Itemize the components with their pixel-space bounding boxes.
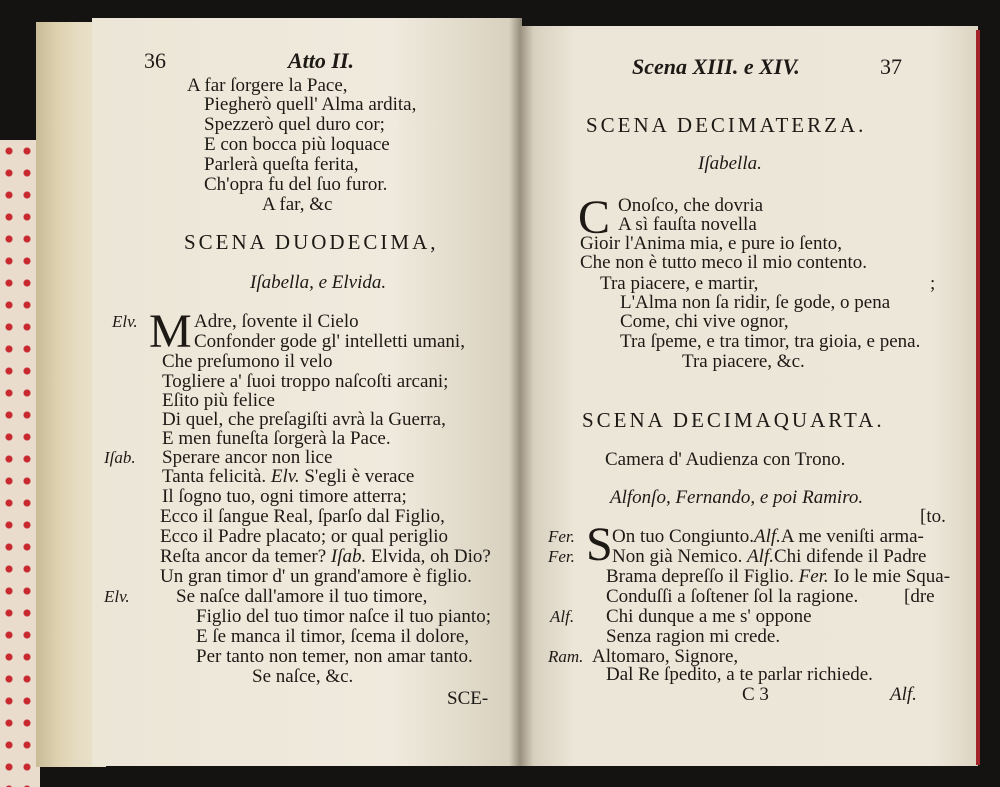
scene-title: SCENA DECIMAQUARTA.	[582, 408, 885, 432]
verse-line: Tra ſpeme, e tra timor, tra gioia, e pena.	[620, 331, 921, 352]
dialogue-line: E ſe manca il timor, ſcema il dolore,	[196, 626, 470, 647]
dialogue-line	[162, 467, 414, 487]
dialogue-line: Di quel, che preſagiſti avrà la Guerra,	[162, 409, 446, 430]
dialogue-line: Senza ragion mi crede.	[606, 626, 781, 647]
drop-cap: M	[149, 305, 192, 358]
speaker-label: Elv.	[104, 587, 130, 606]
running-head: Scena XIII. e XIV.	[632, 54, 800, 79]
scene-characters: Alfonſo, Fernando, e poi Ramiro.	[610, 487, 864, 508]
dialogue-line: Chi dunque a me s' oppone	[606, 606, 812, 627]
dialogue-text: Tanta felicità.	[162, 466, 267, 487]
dialogue-text: Reſta ancor da temer?	[160, 546, 327, 567]
speaker-label: Ram.	[548, 647, 584, 666]
dialogue-line: Che preſumono il velo	[162, 351, 333, 372]
verse-line: Tra piacere, &c.	[682, 351, 805, 372]
dialogue-text: On tuo Congiunto.	[612, 526, 754, 547]
verse-line: Onoſco, che dovria	[618, 195, 764, 216]
turnover: [to.	[920, 506, 946, 527]
page-number: 37	[880, 54, 902, 79]
dialogue-line: Confonder gode gl' intelletti umani,	[194, 331, 465, 352]
verse-line: Spezzerò quel duro cor;	[204, 114, 385, 135]
scene-title: SCENA DUODECIMA,	[184, 230, 439, 254]
dialogue-line: Eſito più felice	[162, 390, 275, 411]
scene-characters: Iſabella, e Elvida.	[250, 272, 387, 293]
signature-mark: C 3	[742, 684, 769, 705]
scene-characters: Iſabella.	[698, 153, 762, 174]
drop-cap: C	[578, 191, 611, 244]
speaker-label: Alf.	[550, 607, 575, 626]
inline-speaker: Iſab.	[330, 546, 367, 567]
inline-speaker: Fer.	[798, 566, 829, 587]
scene-title: SCENA DECIMATERZA.	[586, 113, 867, 137]
dialogue-line: Adre, ſovente il Cielo	[194, 311, 359, 332]
dialogue-line: Dal Re ſpedito, a te parlar richiede.	[606, 664, 873, 685]
dialogue-line	[612, 527, 924, 547]
dialogue-line: Figlio del tuo timor naſce il tuo pianto;	[196, 606, 491, 627]
dialogue-line: Altomaro, Signore,	[592, 646, 739, 667]
speaker-label: Iſab.	[104, 448, 136, 467]
dialogue-text: Elvida, oh Dio?	[371, 546, 491, 567]
drop-cap: S	[586, 518, 613, 571]
dialogue-line: E men funeſta ſorgerà la Pace.	[162, 428, 391, 449]
dialogue-text: Non già Nemico.	[612, 546, 743, 567]
dialogue-text: Brama depreſſo il Figlio.	[606, 566, 794, 587]
dialogue-line: Conduſſi a ſoſtener ſol la ragione.	[606, 586, 859, 607]
verse-line: A sì fauſta novella	[618, 214, 757, 235]
dialogue-line	[160, 547, 491, 567]
verse-line: Come, chi vive ognor,	[620, 311, 789, 332]
speaker-label: Fer.	[548, 547, 575, 566]
verse-line: Parlerà queſta ferita,	[204, 154, 359, 175]
dialogue-line: Il ſogno tuo, ogni timore atterra;	[162, 486, 407, 507]
left-page	[92, 18, 522, 766]
verse-line: Tra piacere, e martir,	[600, 273, 759, 294]
verse-line: L'Alma non ſa ridir, ſe gode, o pena	[620, 292, 891, 313]
dialogue-line: Un gran timor d' un grand'amore è figlio.	[160, 566, 472, 587]
dialogue-line: Ecco il ſangue Real, ſparſo dal Figlio,	[160, 506, 445, 527]
page-number: 36	[144, 48, 166, 73]
dialogue-text: S'egli è verace	[304, 466, 415, 487]
dialogue-text: A me veniſti arma-	[780, 526, 924, 547]
dialogue-line: Sperare ancor non lice	[162, 447, 333, 468]
verse-line: A far, &c	[262, 194, 333, 215]
dialogue-text: Chi difende il Padre	[774, 546, 927, 567]
right-page	[520, 26, 978, 766]
dialogue-line: Se naſce, &c.	[252, 666, 354, 687]
inline-speaker: Elv.	[270, 466, 300, 487]
verse-line: Che non è tutto meco il mio contento.	[580, 252, 868, 273]
running-head: Atto II.	[288, 48, 355, 73]
verse-line: Ch'opra fu del ſuo furor.	[204, 174, 388, 195]
book-cover-pattern	[0, 140, 40, 787]
verse-line: A far ſorgere la Pace,	[187, 75, 348, 96]
scene-setting: Camera d' Audienza con Trono.	[605, 449, 846, 470]
dialogue-text: Io le mie Squa-	[833, 566, 951, 587]
speaker-label: Fer.	[548, 527, 575, 546]
speaker-label: Elv.	[112, 312, 138, 331]
verse-line: E con bocca più loquace	[204, 134, 390, 155]
dialogue-line	[612, 547, 927, 567]
inline-speaker: Alf.	[753, 526, 781, 547]
verse-line: Gioir l'Anima mia, e pure io ſento,	[580, 233, 842, 254]
dialogue-line	[606, 567, 950, 587]
turnover: [dre	[904, 586, 935, 607]
dialogue-line: Se naſce dall'amore il tuo timore,	[176, 586, 428, 607]
dialogue-line: Togliere a' ſuoi troppo naſcoſti arcani;	[162, 371, 449, 392]
dialogue-line: Ecco il Padre placato; or qual periglio	[160, 526, 449, 547]
verse-line: Piegherò quell' Alma ardita,	[204, 94, 417, 115]
verse-punct: ;	[930, 273, 936, 294]
cover-edge	[976, 30, 980, 765]
catchword: Alf.	[890, 684, 917, 705]
catchword: SCE-	[447, 688, 489, 709]
dialogue-line: Per tanto non temer, non amar tanto.	[196, 646, 473, 667]
inline-speaker: Alf.	[747, 546, 774, 567]
